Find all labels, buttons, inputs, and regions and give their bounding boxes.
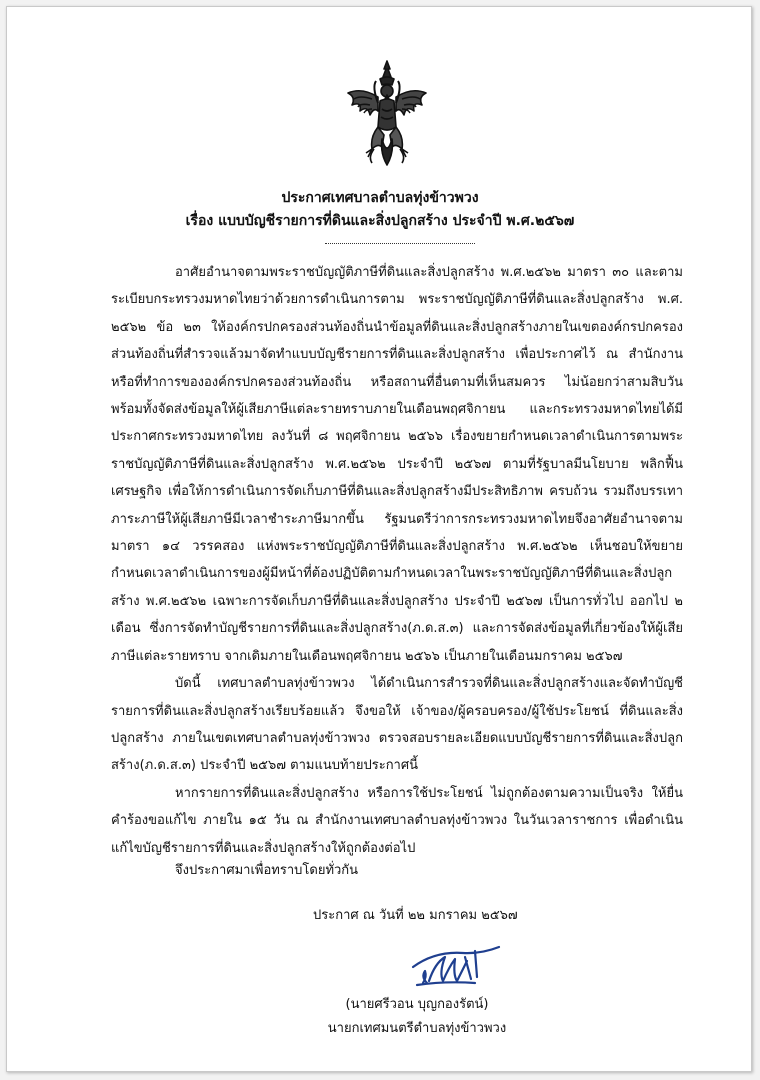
body-paragraph-2: บัดนี้ เทศบาลตำบลทุ่งข้าวพวง ได้ดำเนินการสำรวจที่ดินและสิ่งปลูกสร้างและจัดทำบัญชีรายการที่ดินและสิ่งปลูกสร้างเรียบร้อยแล้ว จึงขอให้ เจ้าของ/ผู้ครอบครอง/ผู้ใช้ประโยชน์ ที่ดินและสิ่งปลูกสร้าง ภายในเขตเทศบาลตำบลทุ่งข้าวพวง ตรวจสอบรายละเอียดแบบบัญชีรายการที่ดินและสิ่งปลูกสร้าง(ภ.ด.ส.๓) ประจำปี ๒๕๖๗ ตามแนบท้ายประกาศนี้ — [111, 676, 683, 774]
announcement-date: ประกาศ ณ วันที่ ๒๒ มกราคม ๒๕๖๗ — [313, 908, 518, 923]
closing-statement: จึงประกาศมาเพื่อทราบโดยทั่วกัน — [175, 863, 359, 878]
document-body — [111, 259, 683, 862]
handwritten-signature — [405, 937, 505, 989]
body-paragraph-3: หากรายการที่ดินและสิ่งปลูกสร้าง หรือการใช้ประโยชน์ ไม่ถูกต้องตามความเป็นจริง ให้ยื่นคำร้องขอแก้ไข ภายใน ๑๕ วัน ณ สำนักงานเทศบาลตำบลทุ่งข้าวพวง ในวันเวลาราชการ เพื่อดำเนินแก้ไขบัญชีรายการที่ดินและสิ่งปลูกสร้างให้ถูกต้องต่อไป — [111, 785, 683, 856]
body-paragraph-1: อาศัยอำนาจตามพระราชบัญญัติภาษีที่ดินและสิ่งปลูกสร้าง พ.ศ.๒๕๖๒ มาตรา ๓๐ และตามระเบียบกระทรวงมหาดไทยว่าด้วยการดำเนินการตาม พระราชบัญญัติภาษีที่ดินและสิ่งปลูกสร้าง พ.ศ. ๒๕๖๒ ข้อ ๒๓ ให้องค์กรปกครองส่วนท้องถิ่นนำข้อมูลที่ดินและสิ่งปลูกสร้างภายในเขตองค์กรปกครองส่วนท้องถิ่นที่สำรวจแล้วมาจัดทำแบบบัญชีรายการที่ดินและสิ่งปลูกสร้าง เพื่อประกาศไว้ ณ สำนักงานหรือที่ทำการขององค์กรปกครองส่วนท้องถิ่น หรือสถานที่อื่นตามที่เห็นสมควร ไม่น้อยกว่าสามสิบวันพร้อมทั้งจัดส่งข้อมูลให้ผู้เสียภาษีแต่ละรายทราบภายในเดือนพฤศจิกายน และกระทรวงมหาดไทยได้มีประกาศกระทรวงมหาดไทย ลงวันที่ ๘ พฤศจิกายน ๒๕๖๖ เรื่องขยายกำหนดเวลาดำเนินการตามพระราชบัญญัติภาษีที่ดินและสิ่งปลูกสร้าง พ.ศ.๒๕๖๒ ประจำปี ๒๕๖๗ ตามที่รัฐบาลมีนโยบาย พลิกฟื้นเศรษฐกิจ เพื่อให้การดำเนินการจัดเก็บภาษีที่ดินและสิ่งปลูกสร้างมีประสิทธิภาพ ครบถ้วน รวมถึงบรรเทาภาระภาษีให้ผู้เสียภาษีมีเวลาชำระภาษีมากขึ้น รัฐมนตรีว่าการกระทรวงมหาดไทยจึงอาศัยอำนาจตามมาตรา ๑๔ วรรคสอง แห่งพระราชบัญญัติภาษีที่ดินและสิ่งปลูกสร้าง พ.ศ.๒๕๖๒ เห็นชอบให้ขยายกำหนดเวลาดำเนินการของผู้มีหน้าที่ต้องปฏิบัติตามกำหนดเวลาในพระราชบัญญัติภาษีที่ดินและสิ่งปลูกสร้าง พ.ศ.๒๕๖๒ เฉพาะการจัดเก็บภาษีที่ดินและสิ่งปลูกสร้าง ประจำปี ๒๕๖๗ เป็นการทั่วไป ออกไป ๒ เดือน ซึ่งการจัดทำบัญชีรายการที่ดินและสิ่งปลูกสร้าง(ภ.ด.ส.๓) และการจัดส่งข้อมูลที่เกี่ยวข้องให้ผู้เสียภาษีแต่ละรายทราบ จากเดิมภายในเดือนพฤศจิกายน ๒๕๖๖ เป็นภายในเดือนมกราคม ๒๕๖๗ — [111, 265, 683, 664]
signer-name: (นายศรีวอน บุญกองรัตน์) — [345, 997, 489, 1012]
document-subject: เรื่อง แบบบัญชีรายการที่ดินและสิ่งปลูกสร้าง ประจำปี พ.ศ.๒๕๖๗ — [185, 213, 575, 229]
garuda-emblem-icon — [342, 57, 432, 177]
title-divider — [325, 243, 475, 244]
document-page — [6, 6, 752, 1072]
signer-position: นายกเทศมนตรีตำบลทุ่งข้าวพวง — [327, 1021, 507, 1036]
document-title: ประกาศเทศบาลตำบลทุ่งข้าวพวง — [281, 190, 479, 206]
